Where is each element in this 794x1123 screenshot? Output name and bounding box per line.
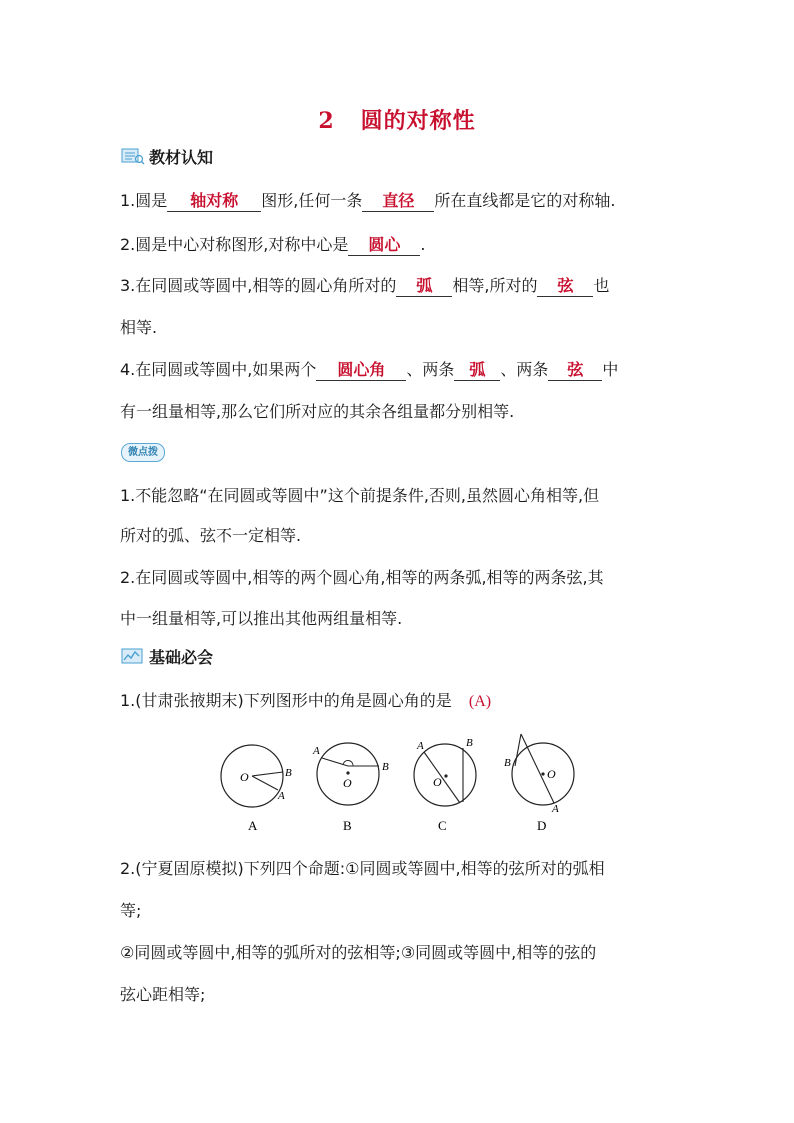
figure-c-label-b: B [466,737,473,749]
question-1-figures [210,732,590,836]
tip-1-line-2: 所对的弧、弦不一定相等. [120,526,302,545]
point-1 [120,191,615,212]
point-3-blank-2: 弦 [537,276,593,297]
point-4-text-d: 中 [602,360,619,379]
figure-c-caption: C [438,818,447,833]
question-2-line-4: 弦心距相等; [120,985,206,1004]
tip-badge: 微点拨 [121,443,165,462]
figure-a-caption: A [248,818,258,833]
point-4-blank-3: 弦 [548,360,602,381]
tip-1-line-1: 1.不能忽略“在同圆或等圆中”这个前提条件,否则,虽然圆心角相等,但 [120,486,600,505]
figure-d-label-b: B [504,757,511,769]
question-2-line-1: 2.(宁夏固原模拟)下列四个命题:①同圆或等圆中,相等的弦所对的弧相 [120,859,605,878]
figure-c [414,737,476,833]
point-4-line-2 [120,402,514,422]
question-1-text: 1.(甘肃张掖期末)下列图形中的角是圆心角的是 [120,691,452,710]
chart-wave-icon [121,647,145,665]
question-1 [120,691,491,712]
section-textbook-label: 教材认知 [149,147,214,167]
point-1-text-b: 图形,任何一条 [261,191,363,210]
point-2-text-b: . [420,235,426,254]
question-2-line-2: 等; [120,901,142,920]
question-1-answer: (A) [468,693,492,710]
point-4-blank-2: 弧 [454,360,500,381]
point-1-blank-1: 轴对称 [167,191,261,212]
point-1-text-c: 所在直线都是它的对称轴. [434,191,616,210]
figure-b-label-b: B [382,761,389,773]
point-3-line-1 [120,276,609,297]
point-4-line-1 [120,360,618,381]
figure-a-label-o: O [240,770,249,784]
figure-c-label-o: O [433,775,442,789]
title-number: 2 [318,108,335,134]
figure-d [504,734,574,833]
point-3-blank-1: 弧 [396,276,452,297]
tip-2-line-2: 中一组量相等,可以推出其他两组量相等. [120,609,403,628]
figure-b [312,743,389,833]
point-1-text-a: 1.圆是 [120,191,168,210]
figure-b-label-a: A [313,745,320,757]
figure-b-label-o: O [343,776,352,790]
point-3-text-c: 也 [593,276,610,295]
point-4-blank-1: 圆心角 [316,360,406,381]
book-icon [121,147,145,165]
point-3-line-2 [120,318,157,338]
point-4-text-b: 、两条 [406,360,455,379]
point-4-text-e: 有一组量相等,那么它们所对应的其余各组量都分别相等. [120,402,515,421]
figure-d-label-a: A [552,803,559,815]
title-text: 圆的对称性 [360,108,476,134]
point-2-text-a: 2.圆是中心对称图形,对称中心是 [120,235,349,254]
section-basics-header [121,645,213,667]
question-2-line-3: ②同圆或等圆中,相等的弧所对的弦相等;③同圆或等圆中,相等的弦的 [120,943,597,962]
section-basics-label: 基础必会 [149,647,214,667]
point-1-blank-2: 直径 [362,191,434,212]
figure-a-label-a: A [278,790,285,802]
point-2-blank-1: 圆心 [348,235,420,256]
figure-a [221,745,292,833]
figure-c-label-a: A [417,740,424,752]
point-4-text-a: 4.在同圆或等圆中,如果两个 [120,360,317,379]
figure-a-label-b: B [285,767,292,779]
point-3-text-d: 相等. [120,318,158,337]
section-textbook-header [121,145,213,167]
point-2 [120,235,425,256]
figure-d-caption: D [537,818,547,833]
figure-b-caption: B [343,818,352,833]
point-3-text-a: 3.在同圆或等圆中,相等的圆心角所对的 [120,276,397,295]
figure-d-label-o: O [547,767,556,781]
tip-2-line-1: 2.在同圆或等圆中,相等的两个圆心角,相等的两条弧,相等的两条弦,其 [120,568,604,587]
point-3-text-b: 相等,所对的 [452,276,538,295]
page-title [0,104,794,135]
point-4-text-c: 、两条 [500,360,549,379]
